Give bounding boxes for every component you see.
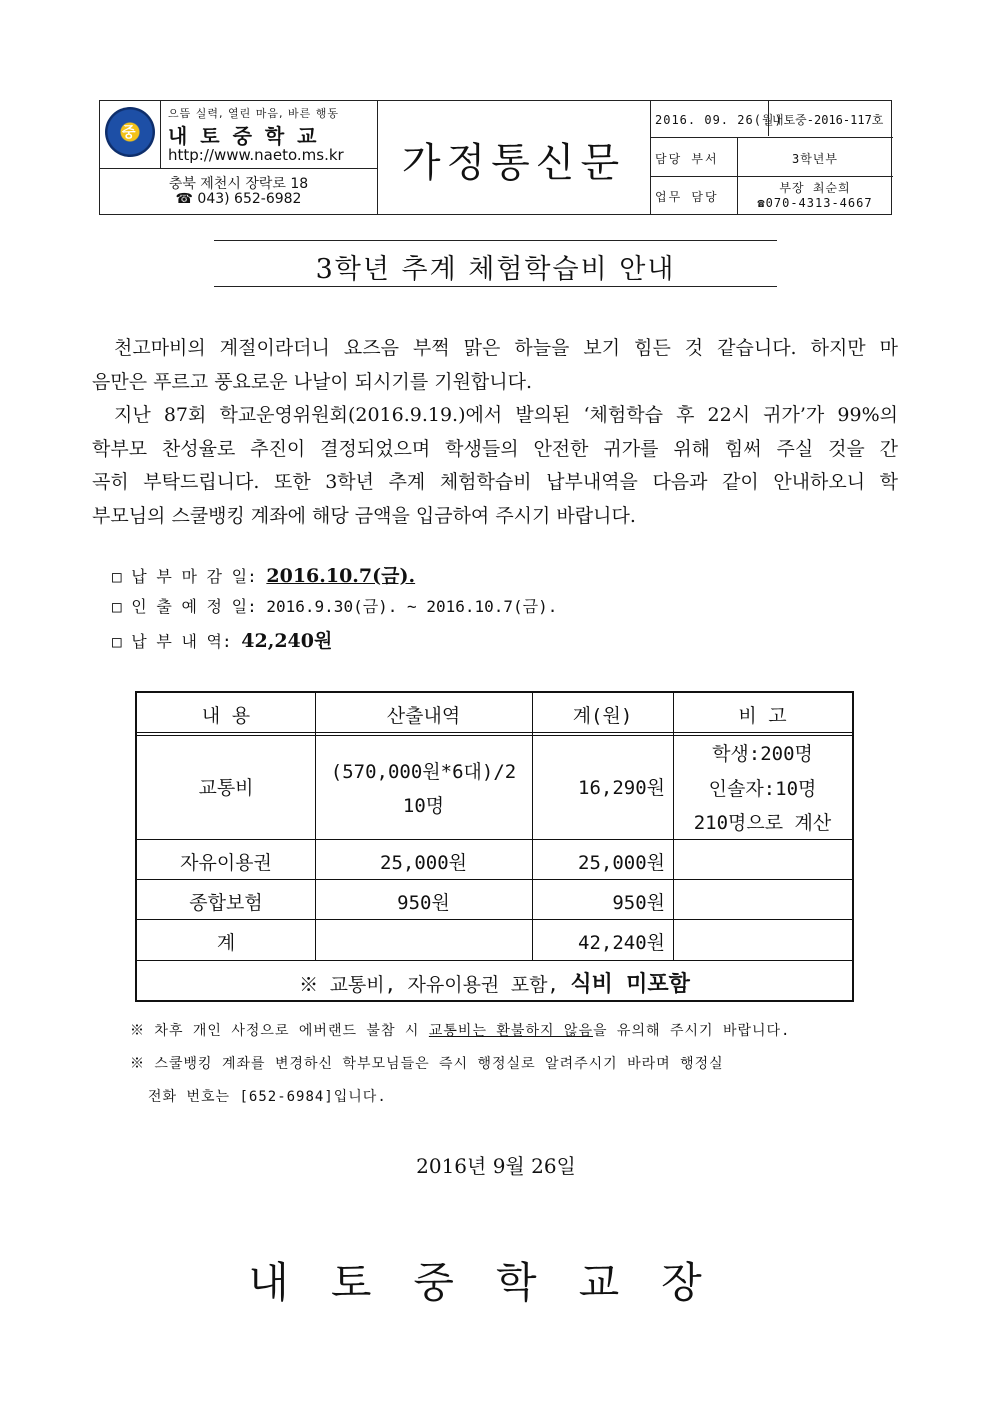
- bullet-withdrawal: [112, 594, 557, 617]
- table-row-total: 16,290원: [578, 777, 665, 799]
- title-bar: [214, 240, 777, 287]
- paragraph-line: 학부모 찬성율로 추진이 결정되었으며 학생들의 안전한 귀가를 위해 힘써 주실 것을 간: [92, 437, 898, 460]
- doc-number: 내토중-2016-117호: [772, 113, 884, 127]
- school-name: 내 토 중 학 교: [168, 124, 320, 148]
- page-title: 3학년 추계 체험학습비 안내: [315, 254, 676, 285]
- header-item: 내 용: [201, 705, 251, 727]
- footer-bold-text: 식비 미포함: [570, 972, 690, 997]
- paragraph-line: 지난 87회 학교운영위원회(2016.9.19.)에서 발의된 ‘체험학습 후 22시 귀가’가 99%의: [114, 404, 898, 426]
- school-logo: [105, 107, 155, 157]
- staff-name: 부장 최순희: [779, 181, 851, 195]
- header-table: [99, 100, 892, 215]
- header-date: 2016. 09. 26(월): [655, 113, 783, 127]
- bullet-label: 납 부 마 감 일:: [131, 567, 257, 586]
- school-address: 충북 제천시 장락로 18: [168, 176, 309, 192]
- footer-text: ※ 교통비, 자유이용권 포함,: [299, 974, 559, 996]
- bullet-amount: [112, 626, 332, 653]
- newsletter-title: 가정통신문: [401, 140, 626, 186]
- table-row-calc: 25,000원: [380, 852, 467, 874]
- logo-char: 중: [122, 125, 136, 141]
- paragraph-line: 음만은 푸르고 풍요로운 나날이 되시기를 기원합니다.: [92, 370, 533, 393]
- table-row-item: 종합보험: [189, 892, 263, 914]
- table-row-item: 교통비: [198, 777, 254, 799]
- paragraph-line: 곡히 부탁드립니다. 또한 3학년 추계 체험학습비 납부내역을 다음과 같이 안내하오니 학: [92, 471, 898, 493]
- checkbox-icon: □: [112, 632, 122, 651]
- paragraph-line: 부모님의 스쿨뱅킹 계좌에 해당 금액을 입금하여 주시기 바랍니다.: [92, 504, 636, 527]
- staff-label: 업무 담당: [655, 190, 719, 204]
- bullet-label: 인 출 예 정 일:: [131, 597, 257, 616]
- bullet-label: 납 부 내 역:: [131, 632, 232, 651]
- table-row-item: 자유이용권: [180, 852, 272, 874]
- table-row-total: 950원: [612, 892, 665, 914]
- note-refund: [130, 1020, 790, 1040]
- header-calc: 산출내역: [386, 705, 461, 727]
- fee-table: [135, 691, 854, 1002]
- paragraph-line: 천고마비의 계절이라더니 요즈음 부쩍 맑은 하늘을 보기 힘든 것 같습니다. 하지만 마: [114, 337, 898, 359]
- table-row-total: 42,240원: [578, 932, 665, 954]
- note-underline: 교통비는 환불하지 않음: [428, 1023, 593, 1039]
- checkbox-icon: □: [112, 567, 122, 586]
- table-row-note: 학생:200명: [712, 743, 813, 765]
- staff-phone: ☎070-4313-4667: [757, 196, 873, 210]
- note-text: 을 유의해 주시기 바랍니다.: [592, 1023, 791, 1039]
- table-footer: [137, 967, 852, 998]
- header-total: 계(원): [572, 705, 633, 727]
- table-row-note: 인솔자:10명: [708, 778, 817, 800]
- bullet-value: 42,240원: [241, 630, 333, 652]
- table-row-item: 계: [216, 932, 236, 954]
- table-row-calc: 10명: [402, 795, 445, 817]
- dept-label: 담당 부서: [655, 152, 719, 166]
- note-text: ※ 차후 개인 사정으로 에버랜드 불참 시: [130, 1023, 429, 1039]
- intro-paragraph: [92, 332, 898, 399]
- checkbox-icon: □: [112, 597, 122, 616]
- table-row-calc: 950원: [397, 892, 450, 914]
- bullet-value: 2016.10.7(금).: [266, 565, 416, 587]
- table-row-note: 210명으로 계산: [693, 812, 832, 834]
- table-row-total: 25,000원: [578, 852, 665, 874]
- school-motto: 으뜸 실력, 열린 마음, 바른 행동: [168, 107, 339, 120]
- dept-value: 3학년부: [791, 152, 838, 166]
- school-website[interactable]: http://www.naeto.ms.kr: [168, 146, 344, 164]
- header-note: 비 고: [738, 705, 787, 727]
- table-row-calc: (570,000원*6대)/2: [330, 761, 517, 783]
- note-bank-line1: ※ 스쿨뱅킹 계좌를 변경하신 학부모님들은 즉시 행정실로 알려주시기 바라며 행정실: [130, 1056, 724, 1072]
- principal-signature: 내토중학교장: [248, 1258, 744, 1307]
- school-phone: ☎ 043) 652-6982: [175, 191, 302, 207]
- bullet-value: 2016.9.30(금). ~ 2016.10.7(금).: [266, 597, 558, 616]
- issue-date: 2016년 9월 26일: [416, 1154, 576, 1178]
- bullet-deadline: [112, 561, 415, 588]
- main-paragraph: [92, 399, 898, 533]
- note-bank-line2: 전화 번호는 [652-6984]입니다.: [148, 1089, 387, 1105]
